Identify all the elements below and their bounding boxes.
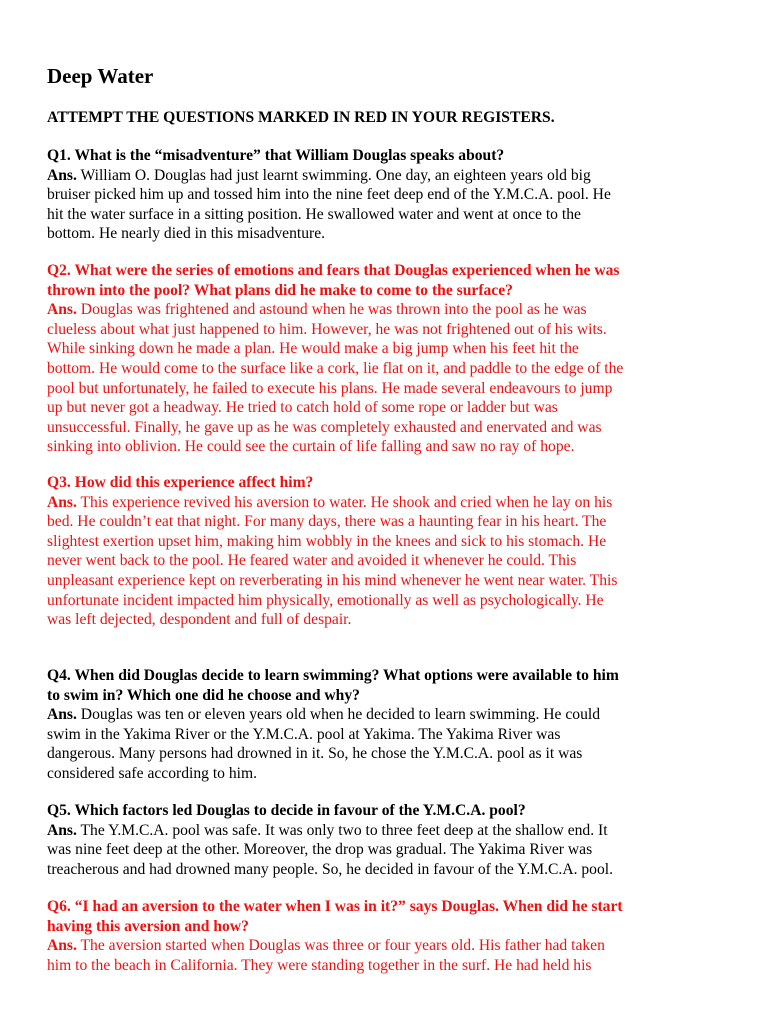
answer-line: him to the beach in California. They were standing together in the surf. He had held his xyxy=(47,956,592,974)
answer-line xyxy=(47,821,737,841)
answer-label: Ans. xyxy=(47,821,77,839)
answer-line: swim in the Yakima River or the Y.M.C.A. pool at Yakima. The Yakima River was xyxy=(47,725,561,743)
answer-text: William O. Douglas had just learnt swimming. One day, an eighteen years old big xyxy=(76,166,591,184)
answer-line: considered safe according to him. xyxy=(47,764,258,782)
question-text: Q2. What were the series of emotions and fears that Douglas experienced when he was xyxy=(47,262,620,279)
question-text: having this aversion and how? xyxy=(47,917,249,935)
answer-line: clueless about what just happened to him. However, he was not frightened out of his wits. xyxy=(47,320,607,338)
answer-text: Douglas was ten or eleven years old when he decided to learn swimming. He could xyxy=(76,706,601,724)
question-block xyxy=(47,473,737,630)
answer-line: unpleasant experience kept on reverberating in his mind whenever he went near water. This xyxy=(47,571,618,589)
answer-line: unsuccessful. Finally, he gave up as he was completely exhausted and enervated and was xyxy=(47,418,602,436)
answer-line: slightest exertion upset him, making him wobbly in the knees and sick to his stomach. He xyxy=(47,532,607,550)
answer-line: hit the water surface in a sitting position. He swallowed water and went at once to the xyxy=(47,205,581,223)
question-block xyxy=(47,146,737,244)
answer-label: Ans. xyxy=(47,493,77,511)
answer-text: The Y.M.C.A. pool was safe. It was only two to three feet deep at the shallow end. It xyxy=(76,821,608,839)
question-text: Q3. How did this experience affect him? xyxy=(47,474,314,491)
answer-line: unfortunate incident impacted him physically, emotionally as well as psychologically. He xyxy=(47,591,604,609)
question-text: Q6. “I had an aversion to the water when I was in it?” says Douglas. When did he start xyxy=(47,898,623,915)
answer-line: was left dejected, despondent and full of despair. xyxy=(47,611,352,629)
answer-line xyxy=(47,493,737,513)
answer-line: up but never got a headway. He tried to catch hold of some rope or ladder but was xyxy=(47,399,558,417)
question-text: thrown into the pool? What plans did he make to come to the surface? xyxy=(47,281,513,299)
question-text: Q4. When did Douglas decide to learn swimming? What options were available to him xyxy=(47,667,619,684)
question-text: Q1. What is the “misadventure” that William Douglas speaks about? xyxy=(47,147,505,164)
answer-label: Ans. xyxy=(47,937,77,955)
page-title: Deep Water xyxy=(47,64,154,88)
answer-line: bottom. He nearly died in this misadventure. xyxy=(47,225,326,243)
answer-line xyxy=(47,936,737,956)
answer-line: was nine feet deep at the other. Moreover, the drop was gradual. The Yakima River was xyxy=(47,841,593,859)
answer-line: dangerous. Many persons had drowned in it. So, he chose the Y.M.C.A. pool as it was xyxy=(47,745,583,763)
answer-label: Ans. xyxy=(47,166,77,184)
question-block xyxy=(47,261,737,457)
question-text: to swim in? Which one did he choose and why? xyxy=(47,686,360,704)
answer-line: treacherous and had drowned many people. So, he decided in favour of the Y.M.C.A. pool. xyxy=(47,860,613,878)
answer-line: While sinking down he made a plan. He would make a big jump when his feet hit the xyxy=(47,340,579,358)
answer-line: bed. He couldn’t eat that night. For many days, there was a haunting fear in his heart. The xyxy=(47,513,607,531)
answer-line: sinking into oblivion. He could see the curtain of life falling and saw no ray of hope. xyxy=(47,438,575,456)
answer-text: The aversion started when Douglas was three or four years old. His father had taken xyxy=(76,937,605,955)
answer-label: Ans. xyxy=(47,301,77,319)
answer-line xyxy=(47,300,737,320)
answer-line: never went back to the pool. He feared water and avoided it whenever he could. This xyxy=(47,552,577,570)
answer-text: Douglas was frightened and astound when he was thrown into the pool as he was xyxy=(76,301,587,319)
answer-line: pool but unfortunately, he failed to execute his plans. He made several endeavours to jump xyxy=(47,379,613,397)
answer-line: bruiser picked him up and tossed him into the nine feet deep end of the Y.M.C.A. pool. He xyxy=(47,186,611,204)
question-text: Q5. Which factors led Douglas to decide in favour of the Y.M.C.A. pool? xyxy=(47,802,526,819)
question-block xyxy=(47,801,737,879)
answer-line xyxy=(47,166,737,186)
answer-text: This experience revived his aversion to water. He shook and cried when he lay on his xyxy=(76,493,613,511)
answer-label: Ans. xyxy=(47,706,77,724)
question-block xyxy=(47,666,737,784)
answer-line xyxy=(47,705,737,725)
answer-line: bottom. He would come to the surface like a cork, lie flat on it, and paddle to the edge of the xyxy=(47,359,624,377)
instruction-text: ATTEMPT THE QUESTIONS MARKED IN RED IN YOUR REGISTERS. xyxy=(47,109,555,126)
question-block xyxy=(47,897,737,975)
